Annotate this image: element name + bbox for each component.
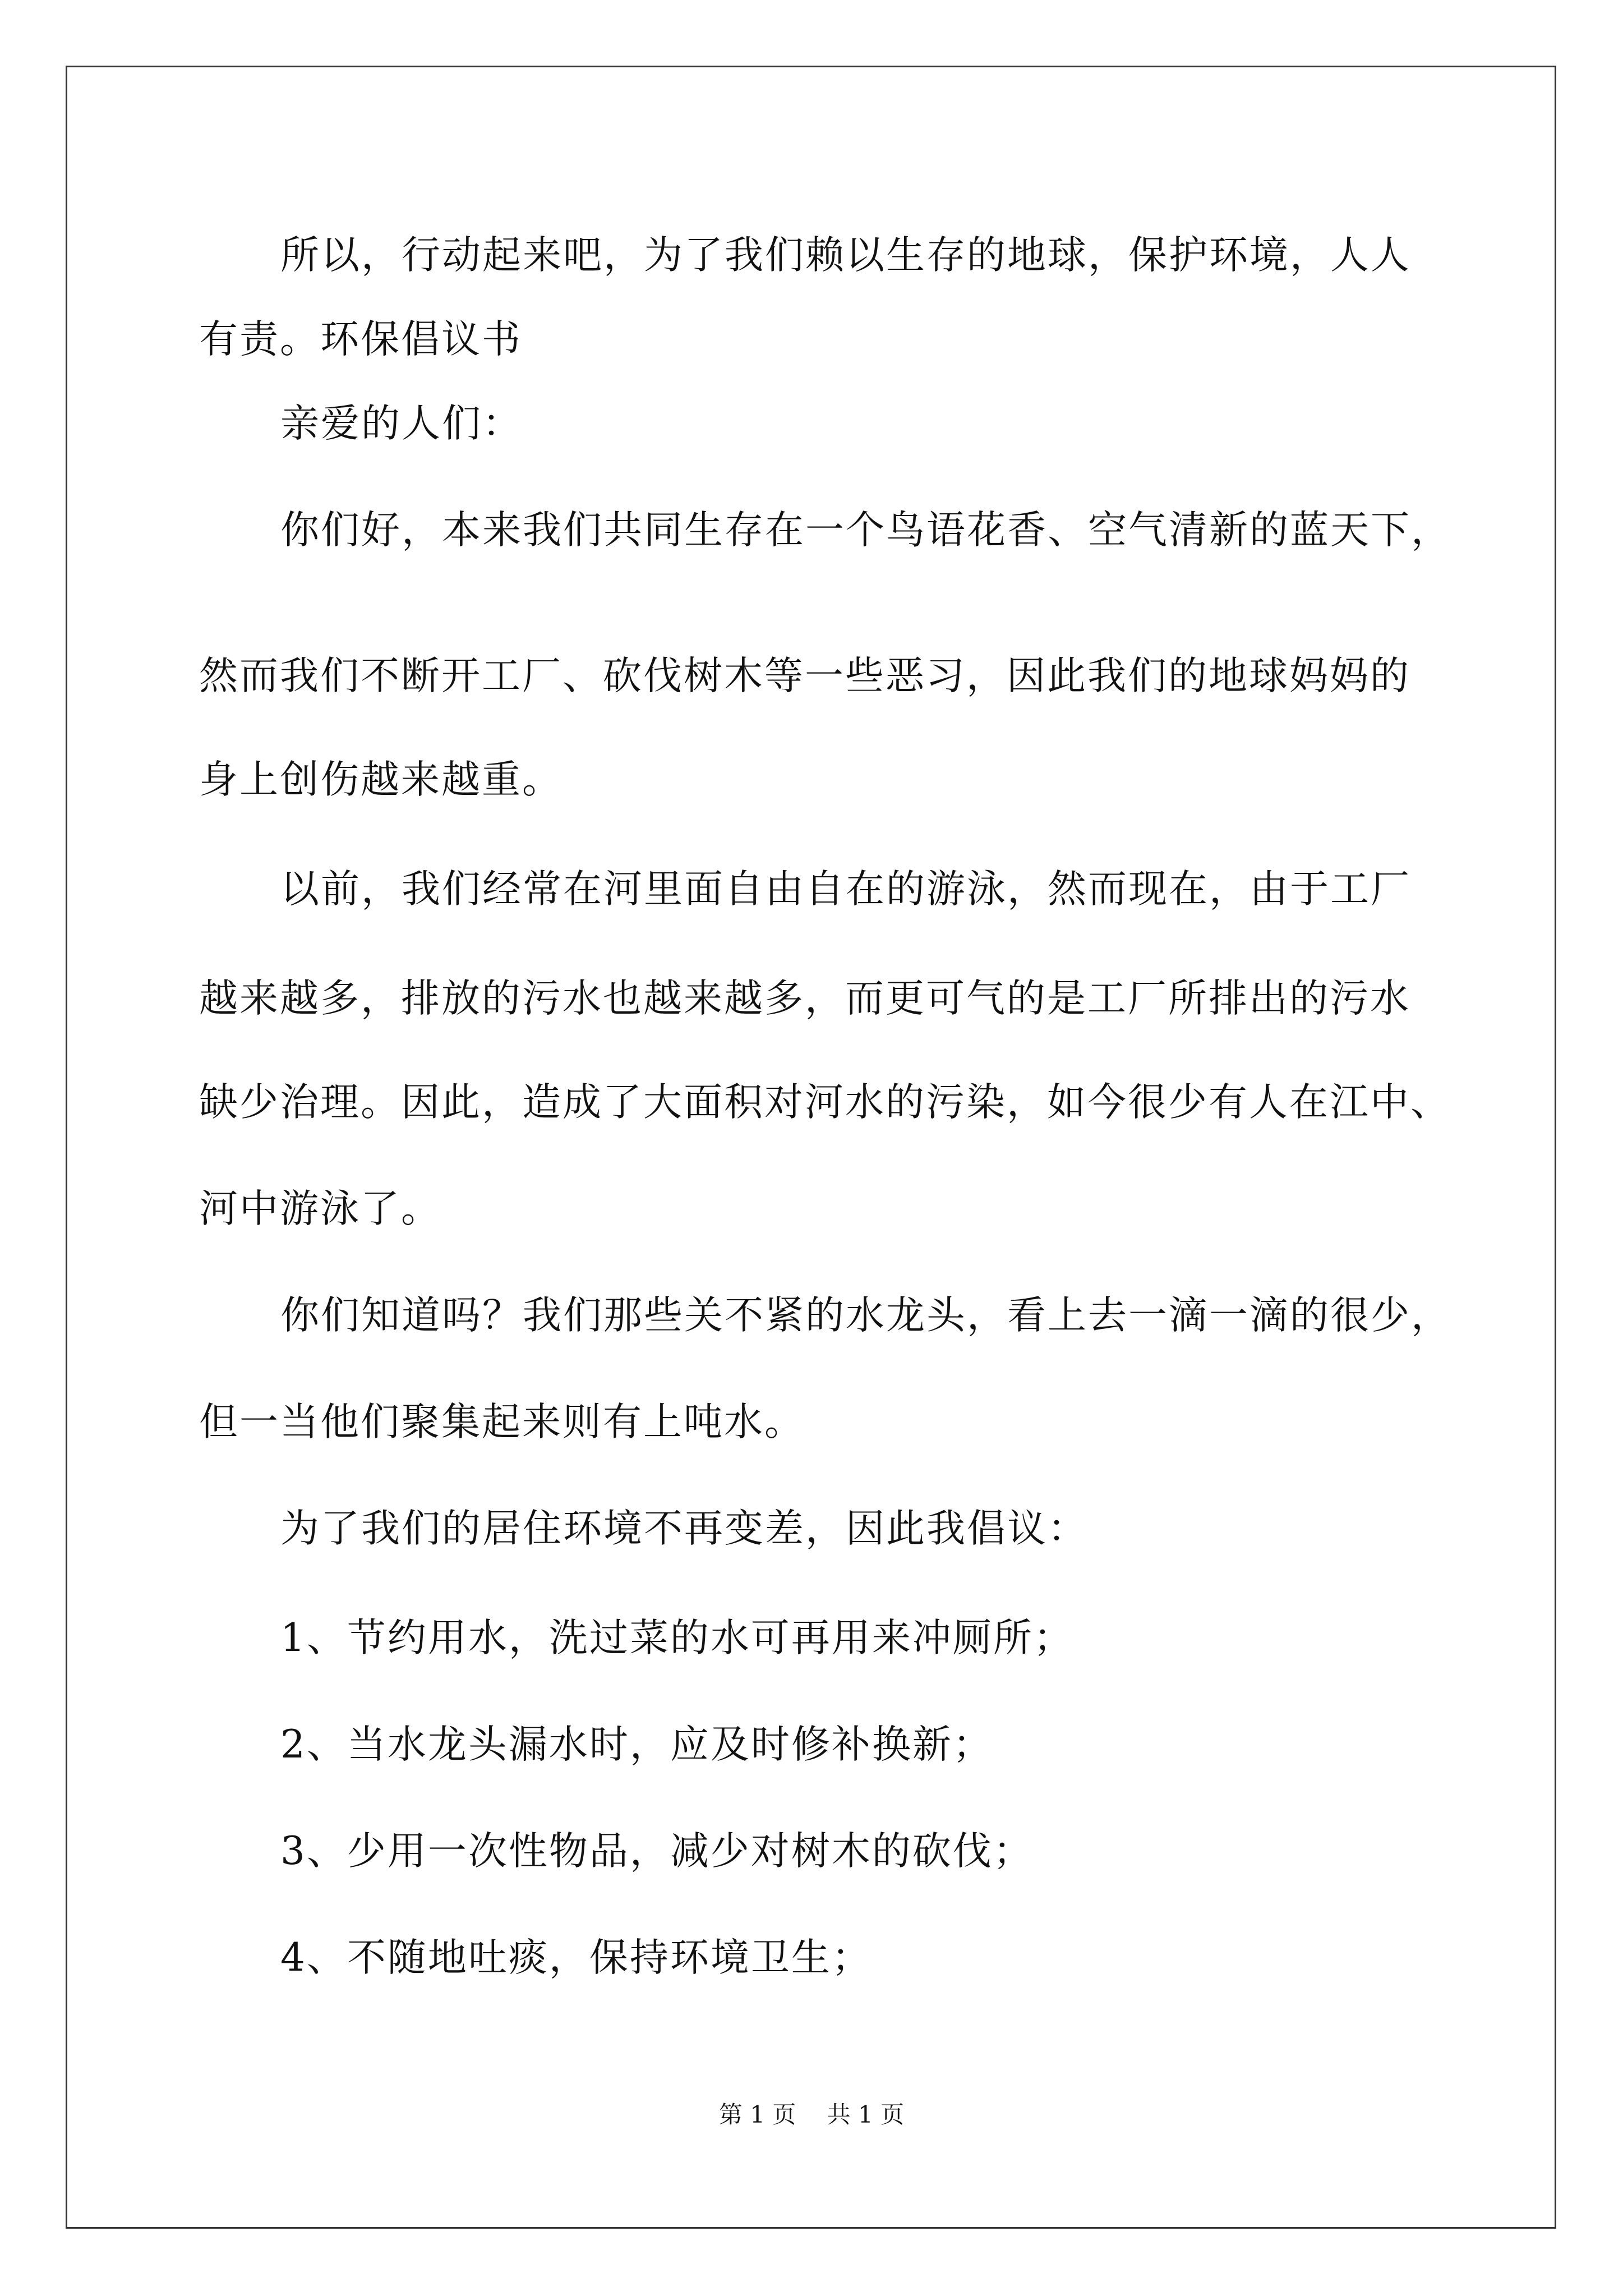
paragraph-line: 所以，行动起来吧，为了我们赖以生存的地球，保护环境，人人 — [280, 233, 1411, 278]
paragraph-line: 亲爱的人们： — [280, 401, 523, 446]
paragraph-line: 有责。环保倡议书 — [199, 317, 522, 362]
paragraph-line: 以前，我们经常在河里面自由自在的游泳，然而现在，由于工厂 — [280, 867, 1411, 912]
paragraph-line: 身上创伤越来越重。 — [199, 757, 562, 802]
list-item: 1、节约用水，洗过菜的水可再用来冲厕所； — [280, 1616, 1074, 1660]
page-number-footer: 第 1 页 共 1 页 — [718, 2101, 905, 2128]
list-item: 4、不随地吐痰，保持环境卫生； — [280, 1935, 872, 1980]
paragraph-line: 缺少治理。因此，造成了大面积对河水的污染，如今很少有人在江中、 — [199, 1080, 1451, 1125]
paragraph-line: 你们好，本来我们共同生存在一个鸟语花香、空气清新的蓝天下， — [280, 508, 1451, 553]
paragraph-line: 河中游泳了。 — [199, 1186, 441, 1231]
paragraph-line: 但一当他们聚集起来则有上吨水。 — [199, 1400, 805, 1444]
paragraph-line: 你们知道吗？我们那些关不紧的水龙头，看上去一滴一滴的很少， — [280, 1293, 1451, 1338]
paragraph-line: 然而我们不断开工厂、砍伐树木等一些恶习，因此我们的地球妈妈的 — [199, 654, 1410, 698]
paragraph-line: 为了我们的居住环境不再变差，因此我倡议： — [280, 1506, 1088, 1551]
list-item: 2、当水龙头漏水时，应及时修补换新； — [280, 1722, 993, 1767]
list-item: 3、少用一次性物品，减少对树木的砍伐； — [280, 1829, 1034, 1874]
paragraph-line: 越来越多，排放的污水也越来越多，而更可气的是工厂所排出的污水 — [199, 976, 1410, 1021]
